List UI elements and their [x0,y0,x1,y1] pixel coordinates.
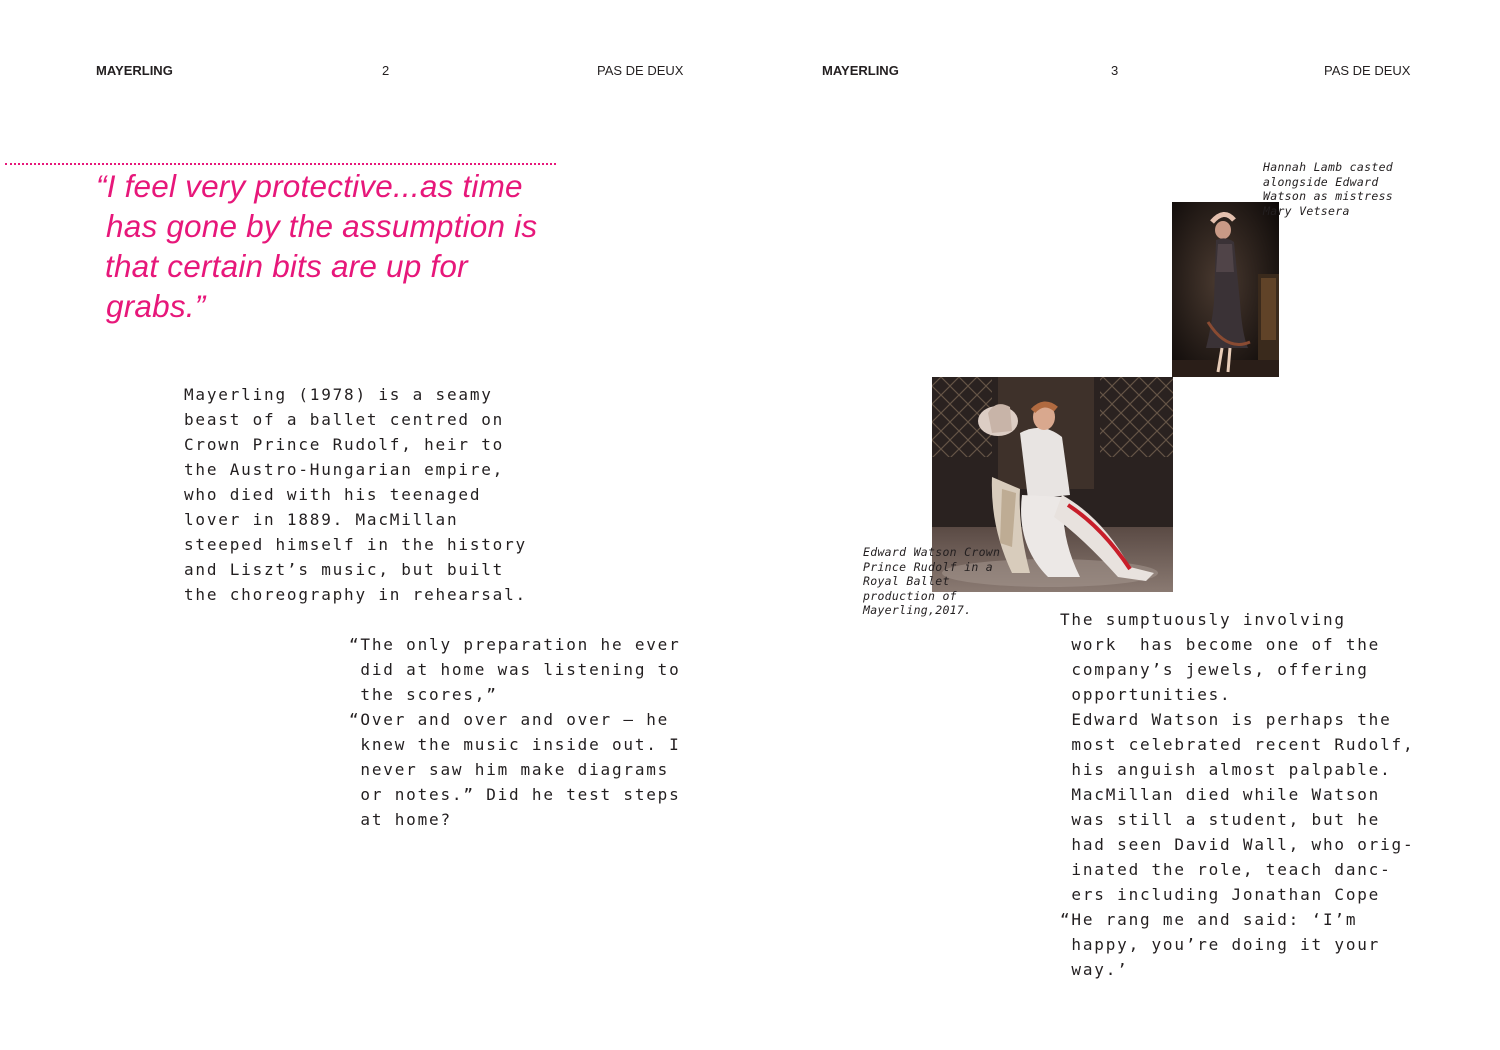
body-line: most celebrated recent Rudolf, [1060,735,1415,754]
left-page-running-title: MAYERLING [96,63,173,78]
body-line: The sumptuously involving [1060,610,1346,629]
photo-caption-edward-watson [863,545,1000,618]
pull-quote-line: has gone by the assumption is [106,208,538,244]
body-line: Crown Prince Rudolf, heir to [184,435,505,454]
body-line: lover in 1889. MacMillan [184,510,459,529]
body-line: company’s jewels, offering [1060,660,1369,679]
right-page-number: 3 [1111,63,1119,78]
body-line: was still a student, but he [1060,810,1381,829]
right-page-running-title: MAYERLING [822,63,899,78]
body-paragraph-quotes [349,632,681,832]
caption-line: Hannah Lamb casted [1263,160,1394,174]
photo-caption-mary-vetsera [1263,160,1393,218]
body-line: never saw him make diagrams [349,760,670,779]
left-page-section-label: PAS DE DEUX [597,63,684,78]
pull-quote-line: grabs.” [106,288,206,324]
body-line: at home? [349,810,452,829]
body-paragraph-intro [184,382,527,607]
body-line: had seen David Wall, who orig- [1060,835,1415,854]
body-line: Edward Watson is perhaps the [1060,710,1392,729]
body-line: the scores,” [349,685,498,704]
pull-quote [96,166,596,326]
body-line: or notes.” Did he test steps [349,785,681,804]
right-page-section-label: PAS DE DEUX [1324,63,1411,78]
body-line: MacMillan died while Watson [1060,785,1381,804]
caption-line: production of [863,588,957,603]
body-line: steeped himself in the history [184,535,527,554]
body-line: who died with his teenaged [184,485,482,504]
caption-line: Watson as mistress [1263,189,1394,204]
body-line: “The only preparation he ever [349,635,681,654]
body-paragraph-right-page [1060,607,1414,982]
body-line: “Over and over and over – he [349,710,670,729]
body-line: happy, you’re doing it your [1060,935,1381,954]
body-line: and Liszt’s music, but built [184,560,505,579]
pull-quote-line: that certain bits are up for [105,248,468,284]
body-line: did at home was listening to [349,660,681,679]
caption-line: Edward Watson Crown [863,545,1001,559]
body-line: work has become one of the [1060,635,1381,654]
body-line: the choreography in rehearsal. [184,585,527,604]
pull-quote-dotted-rule [5,163,556,165]
body-line: knew the music inside out. I [349,735,681,754]
caption-line: Mayerling,2017. [863,603,972,618]
caption-line: Prince Rudolf in a [863,559,994,574]
body-line: the Austro-Hungarian empire, [184,460,505,479]
body-line: his anguish almost palpable. [1060,760,1392,779]
body-line: inated the role, teach danc- [1060,860,1392,879]
body-line: ers including Jonathan Cope [1060,885,1381,904]
body-line: “He rang me and said: ‘I’m [1060,910,1358,929]
body-line: Mayerling (1978) is a seamy [184,385,493,404]
caption-line: alongside Edward [1263,174,1379,189]
left-page-number: 2 [382,63,390,78]
body-line: opportunities. [1060,685,1232,704]
photo-mary-vetsera [1172,202,1279,377]
body-line: way.’ [1060,960,1129,979]
caption-line: Mary Vetsera [1263,203,1350,218]
body-line: beast of a ballet centred on [184,410,505,429]
pull-quote-line: “I feel very protective...as time [96,168,523,204]
caption-line: Royal Ballet [863,574,950,589]
